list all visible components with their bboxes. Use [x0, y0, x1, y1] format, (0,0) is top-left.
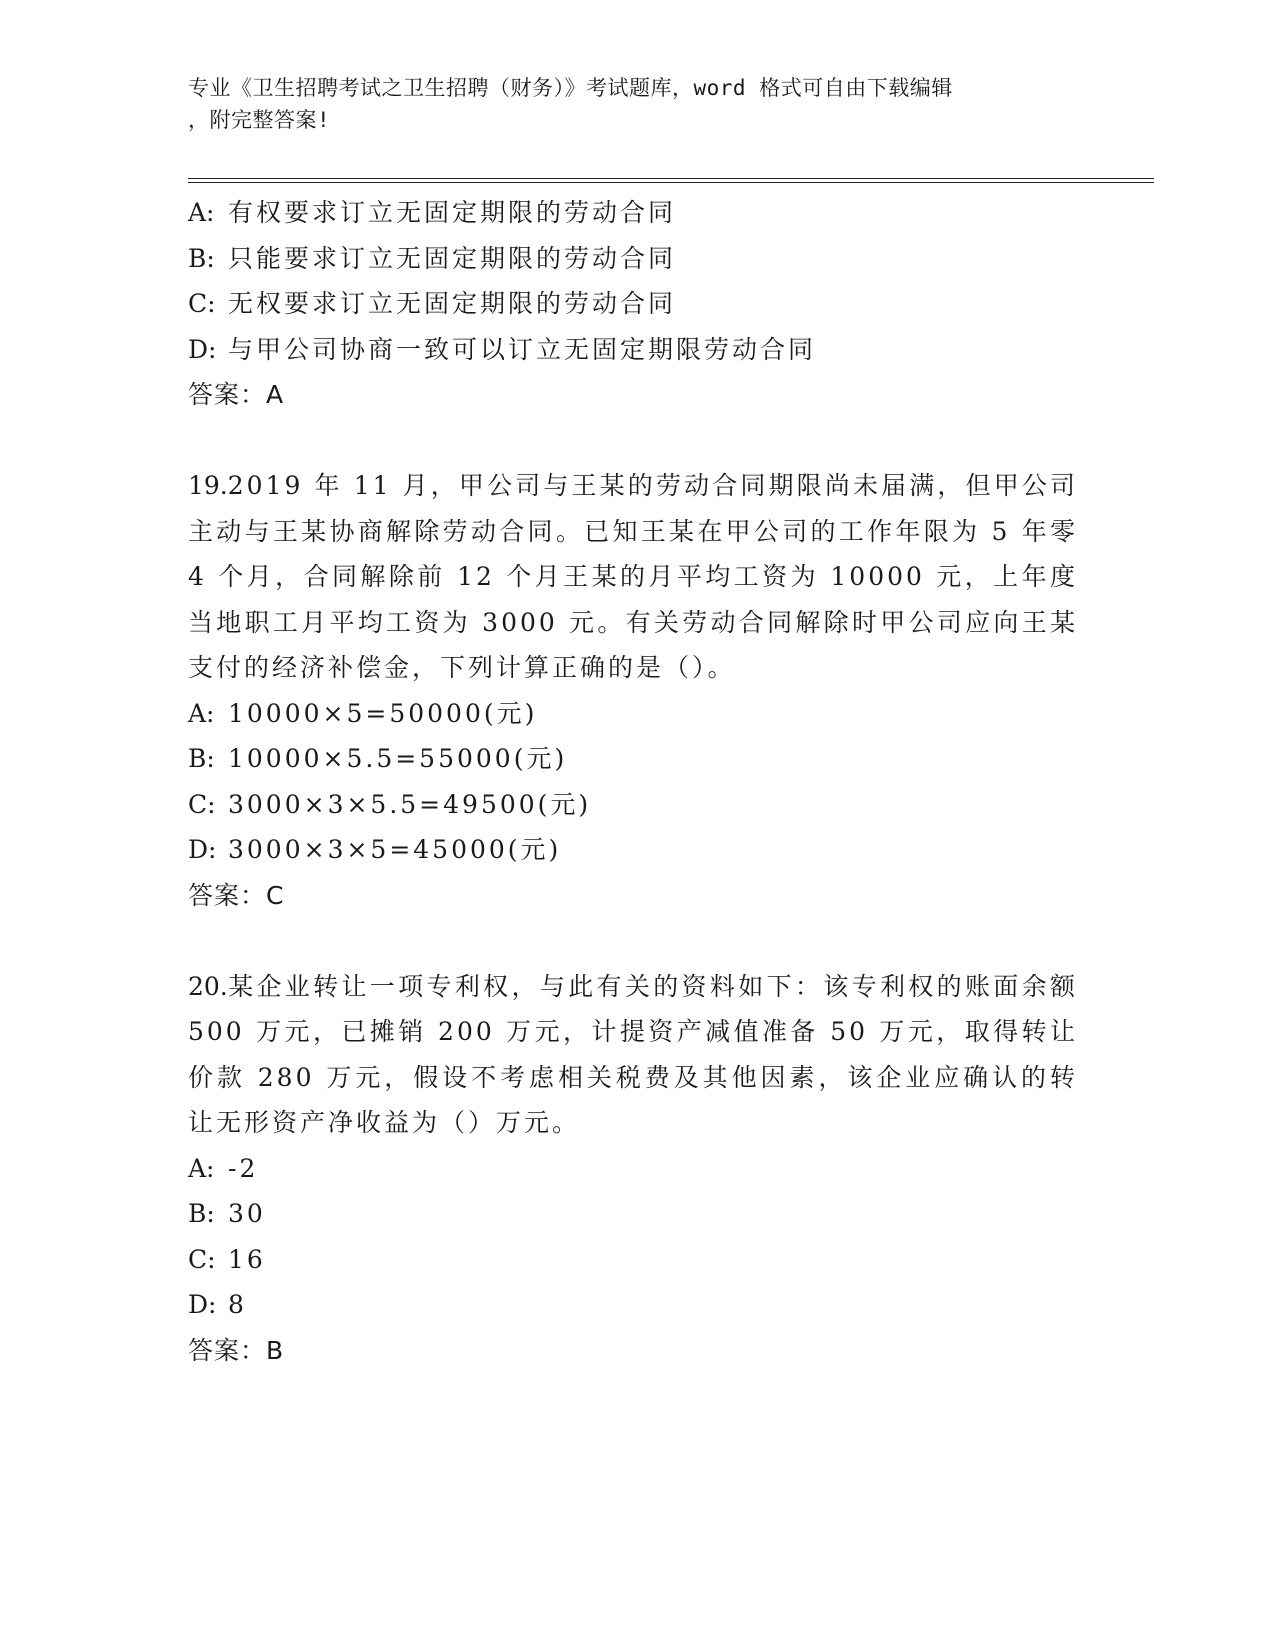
question-19	[188, 463, 1078, 918]
option-b	[188, 736, 1078, 782]
header-line-1: 专业《卫生招聘考试之卫生招聘（财务）》考试题库，word 格式可自由下载编辑	[188, 76, 953, 100]
option-text: 30	[228, 1199, 266, 1228]
header-line-2: ，附完整答案!	[188, 108, 331, 132]
option-key: C:	[188, 789, 216, 819]
option-text: 8	[228, 1290, 247, 1319]
header-divider-bottom	[188, 182, 1154, 183]
option-text: 无权要求订立无固定期限的劳动合同	[228, 289, 677, 318]
option-d	[188, 327, 1078, 373]
question-list	[188, 190, 1078, 1373]
answer-line: 答案：B	[188, 1335, 285, 1365]
question-stem	[188, 463, 1078, 691]
option-a	[188, 691, 1078, 737]
question-text: 某企业转让一项专利权，与此有关的资料如下：该专利权的账面余额 500 万元，已摊销 200 万元，计提资产减值准备 50 万元，取得转让价款 280 万元，假设不考虑相关税费及其他因素，该企业应确认的转让无形资产净收益为（）万元。	[188, 971, 1078, 1137]
option-d	[188, 827, 1078, 873]
prev-question	[188, 190, 1078, 418]
option-c	[188, 782, 1078, 828]
answer-line: 答案：C	[188, 880, 285, 910]
option-text: -2	[228, 1153, 259, 1183]
option-key: C:	[188, 1244, 216, 1274]
option-text: 10000×5.5=55000(元)	[228, 744, 568, 773]
option-text: 只能要求订立无固定期限的劳动合同	[228, 243, 677, 273]
option-c	[188, 281, 1078, 327]
question-number: 20.	[188, 971, 228, 1001]
option-text: 3000×3×5.5=49500(元)	[228, 789, 592, 819]
option-key: D:	[188, 1290, 217, 1319]
question-text: 2019 年 11 月，甲公司与王某的劳动合同期限尚未届满，但甲公司主动与王某协商解除劳动合同。已知王某在甲公司的工作年限为 5 年零 4 个月，合同解除前 12 个月王某的月平均工资为 10000 元，上年度当地职工月平均工资为 3000 元。有关劳动合同解除时甲公司应向王某支付的经济补偿金，下列计算正确的是（）。	[188, 471, 1078, 682]
option-a	[188, 1146, 1078, 1192]
question-number: 19.	[188, 471, 228, 500]
option-text: 有权要求订立无固定期限的劳动合同	[228, 198, 677, 227]
document-header	[188, 72, 1078, 136]
header-divider-top	[188, 178, 1154, 179]
option-key: B:	[188, 744, 215, 773]
option-c	[188, 1237, 1078, 1283]
option-text: 与甲公司协商一致可以订立无固定期限劳动合同	[228, 334, 817, 364]
question-stem	[188, 964, 1078, 1146]
question-20	[188, 964, 1078, 1374]
option-key: A:	[188, 1153, 215, 1183]
option-b	[188, 236, 1078, 282]
option-key: B:	[188, 243, 215, 273]
option-text: 10000×5=50000(元)	[228, 698, 538, 728]
option-a	[188, 190, 1078, 236]
answer-line: 答案：A	[188, 380, 285, 409]
option-key: C:	[188, 289, 216, 318]
option-key: A:	[188, 698, 215, 728]
option-text: 16	[228, 1244, 266, 1274]
option-key: D:	[188, 334, 217, 364]
option-text: 3000×3×5=45000(元)	[228, 835, 562, 864]
option-key: B:	[188, 1199, 215, 1228]
option-b	[188, 1191, 1078, 1237]
option-d	[188, 1282, 1078, 1328]
option-key: D:	[188, 835, 217, 864]
option-key: A:	[188, 198, 215, 227]
